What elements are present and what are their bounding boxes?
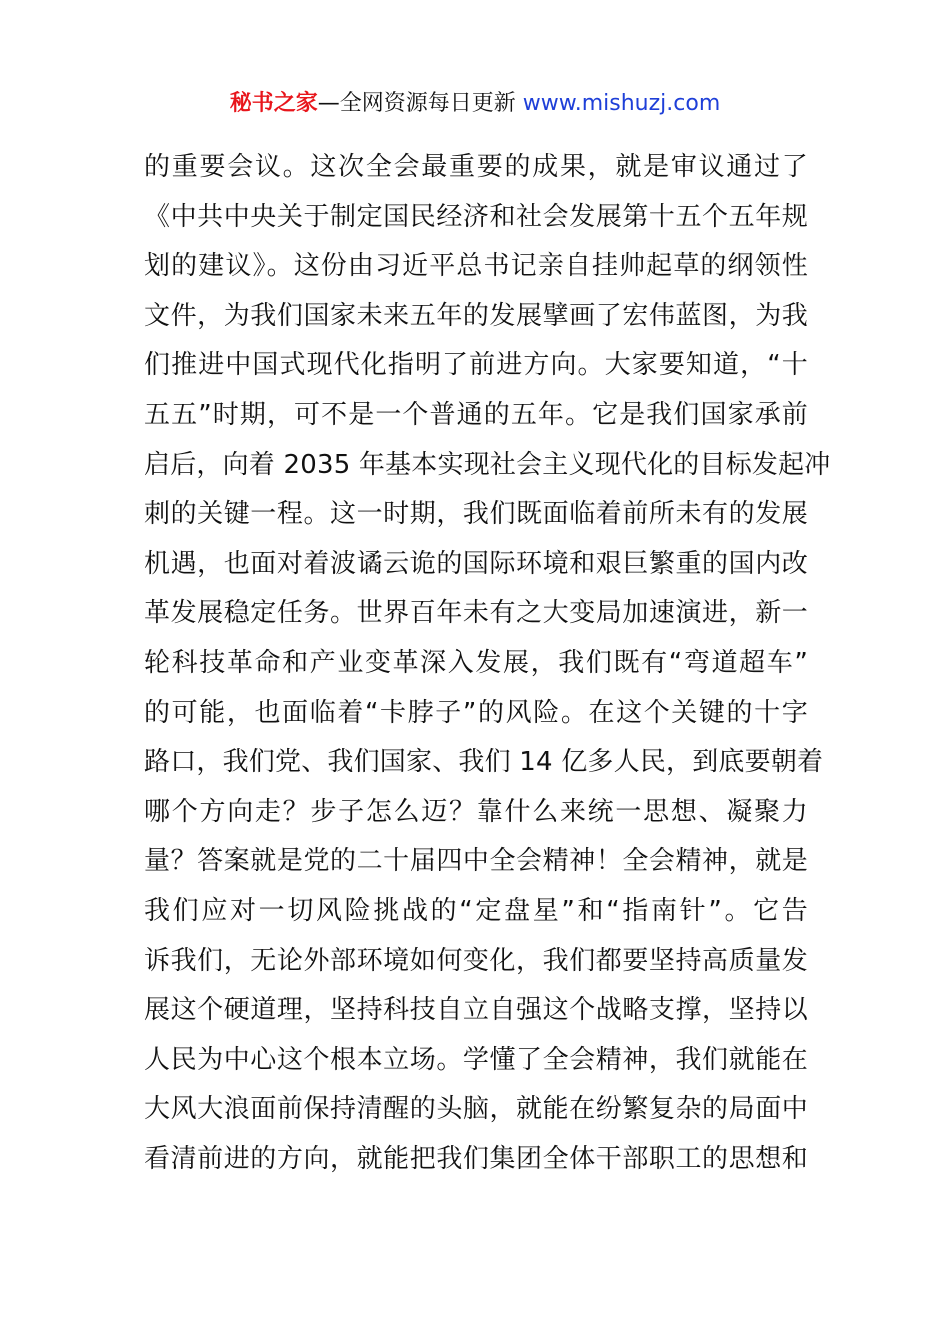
page-header xyxy=(0,88,950,120)
header-tagline: —全网资源每日更新 xyxy=(317,91,523,116)
text-line: 启后，向着 2035 年基本实现社会主义现代化的目标发起冲 xyxy=(144,449,831,480)
text-line: 们推进中国式现代化指明了前进方向。大家要知道，“十 xyxy=(144,350,808,381)
text-line: 的可能，也面临着“卡脖子”的风险。在这个关键的十字 xyxy=(144,697,808,728)
brand-name: 秘书之家 xyxy=(229,91,318,116)
document-body xyxy=(144,143,831,1184)
text-line: 展这个硬道理，坚持科技自立自强这个战略支撑，坚持以 xyxy=(144,995,808,1026)
text-line: 量？答案就是党的二十届四中全会精神！全会精神，就是 xyxy=(144,846,808,877)
text-line: 路口，我们党、我们国家、我们 14 亿多人民，到底要朝着 xyxy=(144,747,824,778)
text-line: 人民为中心这个根本立场。学懂了全会精神，我们就能在 xyxy=(144,1044,808,1075)
text-line: 的重要会议。这次全会最重要的成果，就是审议通过了 xyxy=(144,152,808,182)
text-line: 刺的关键一程。这一时期，我们既面临着前所未有的发展 xyxy=(144,499,808,530)
text-line: 大风大浪面前保持清醒的头脑，就能在纷繁复杂的局面中 xyxy=(144,1094,808,1125)
text-line: 轮科技革命和产业变革深入发展，我们既有“弯道超车” xyxy=(144,647,808,678)
text-line: 文件，为我们国家未来五年的发展擘画了宏伟蓝图，为我 xyxy=(144,300,808,331)
text-line: 看清前进的方向，就能把我们集团全体干部职工的思想和 xyxy=(144,1143,808,1174)
text-line: 机遇，也面对着波谲云诡的国际环境和艰巨繁重的国内改 xyxy=(144,548,808,579)
text-line: 我们应对一切风险挑战的“定盘星”和“指南针”。它告 xyxy=(144,895,808,926)
text-line: 哪个方向走？步子怎么迈？靠什么来统一思想、凝聚力 xyxy=(144,796,808,827)
text-line: 划的建议》。这份由习近平总书记亲自挂帅起草的纲领性 xyxy=(144,251,808,282)
text-line: 诉我们，无论外部环境如何变化，我们都要坚持高质量发 xyxy=(144,945,808,976)
text-line: 《中共中央关于制定国民经济和社会发展第十五个五年规 xyxy=(144,201,808,232)
site-url-link[interactable]: www.mishuzj.com xyxy=(522,91,721,116)
text-line: 革发展稳定任务。世界百年未有之大变局加速演进，新一 xyxy=(144,598,808,629)
text-line: 五五”时期，可不是一个普通的五年。它是我们国家承前 xyxy=(144,399,808,430)
